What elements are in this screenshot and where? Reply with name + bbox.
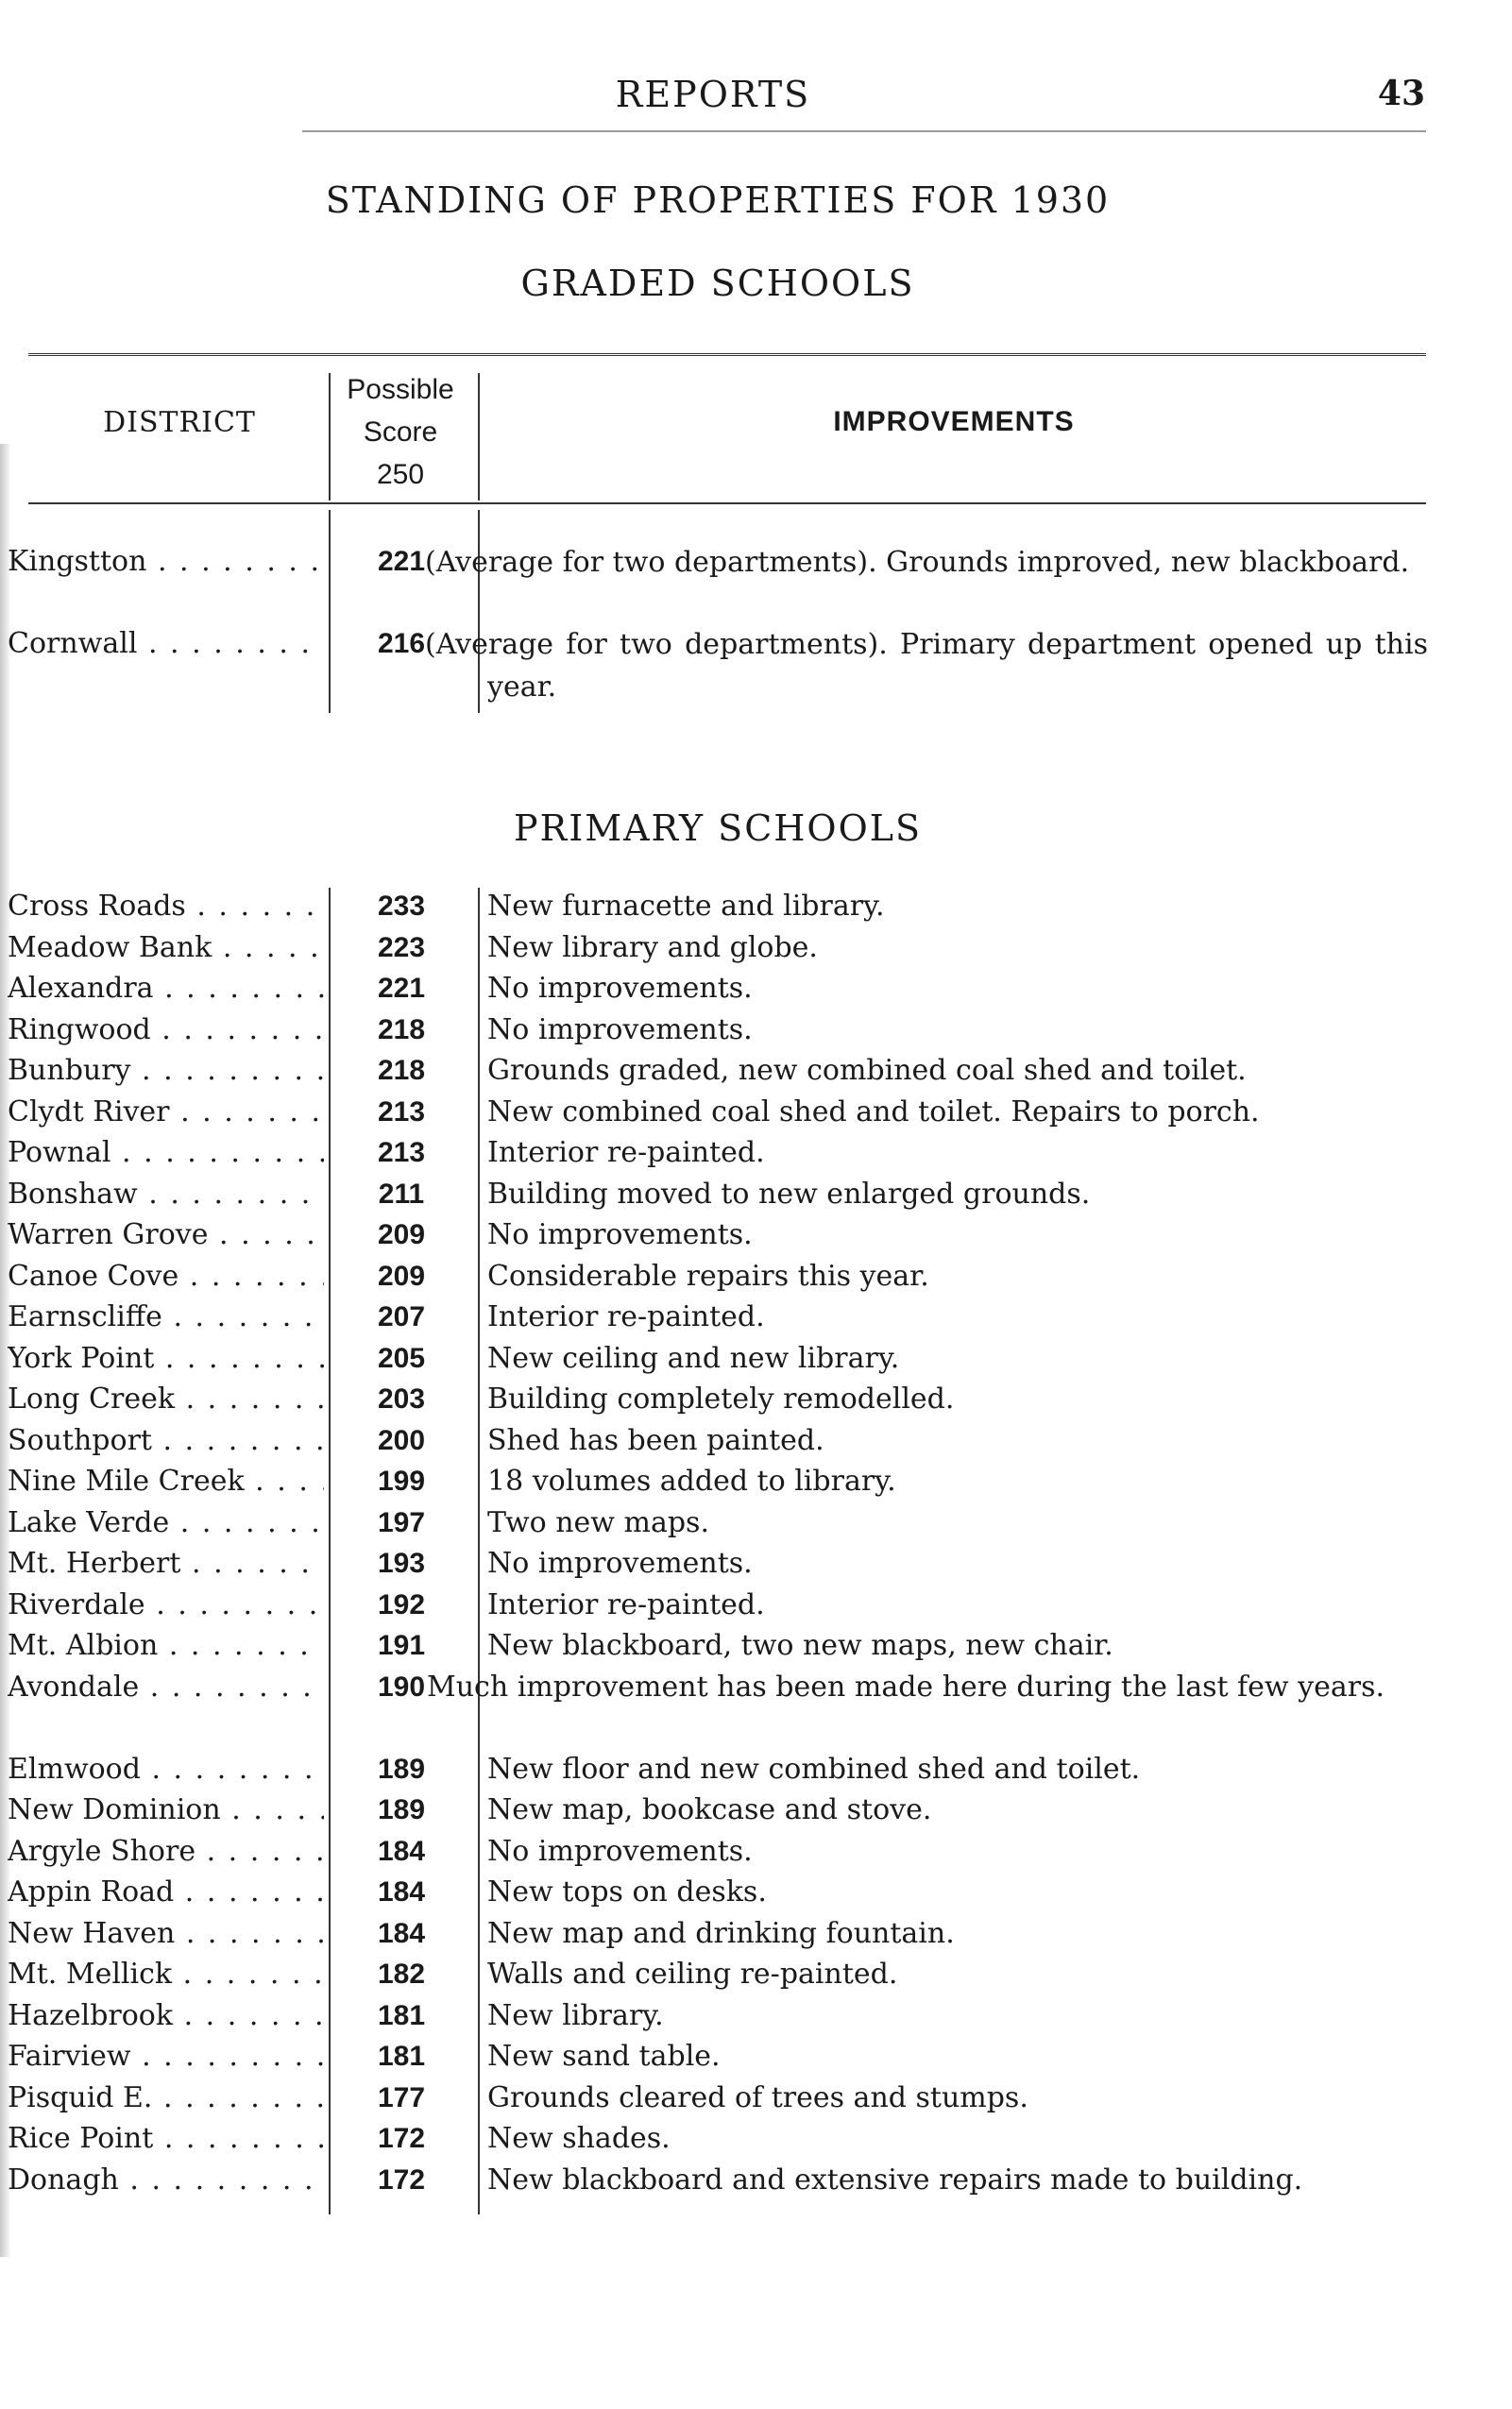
header-rule [302, 130, 1426, 132]
score-value: 192 [377, 1588, 426, 1620]
graded-schools-heading: GRADED SCHOOLS [520, 263, 915, 304]
district-name: Hazelbrook . . . [8, 1995, 324, 2036]
table-row [0, 927, 1512, 968]
score-value: 190 [377, 1671, 426, 1703]
table-row [0, 2118, 1512, 2159]
score-value: 221 [377, 973, 426, 1004]
district-name: Mt. Albion . . . [8, 1625, 324, 1666]
table-top-rule [28, 353, 1426, 360]
score-value: 172 [377, 2163, 426, 2196]
table-row [0, 1872, 1512, 1912]
district-name: Pownal . . . [8, 1132, 324, 1173]
score-value: 213 [377, 1137, 426, 1168]
improvement-text: New furnacette and library. [487, 890, 885, 923]
score-value: 211 [378, 1178, 425, 1210]
table-row [0, 1749, 1512, 1790]
district-name: Southport . . . [8, 1420, 324, 1461]
improvement-text: Shed has been painted. [487, 1423, 824, 1457]
score-value: 184 [377, 1835, 426, 1867]
improvement-text: Interior re-painted. [487, 1136, 765, 1169]
district-name: Avondale . . . [8, 1667, 324, 1707]
table-row [0, 1543, 1512, 1584]
district-column-header: DISTRICT [103, 406, 256, 439]
table-row [0, 1420, 1512, 1461]
score-value: 218 [377, 1055, 426, 1086]
table-row [0, 1256, 1512, 1297]
improvement-text: Interior re-painted. [487, 1587, 765, 1621]
table-row [0, 2160, 1512, 2200]
score-header-line: Score [363, 416, 438, 448]
table-row [0, 1954, 1512, 1994]
table-row [0, 968, 1512, 1009]
header-bottom-rule [28, 502, 1426, 504]
score-value: 197 [377, 1506, 426, 1538]
primary-schools-heading: PRIMARY SCHOOLS [514, 807, 922, 849]
improvement-text: New map, bookcase and stove. [487, 1793, 932, 1826]
improvement-text: Grounds graded, new combined coal shed and toilet. [487, 1054, 1247, 1087]
improvement-text: Grounds cleared of trees and stumps. [487, 2080, 1028, 2114]
table-row [0, 1625, 1512, 1666]
district-name: Fairview . . . [8, 2036, 324, 2077]
table-row [0, 1913, 1512, 1954]
table-row [0, 1379, 1512, 1419]
score-value: 181 [377, 2041, 426, 2072]
score-value: 221 [377, 546, 426, 577]
district-name: York Point . . . [8, 1338, 324, 1379]
improvement-text: New floor and new combined shed and toilet. [487, 1752, 1141, 1786]
district-name: Bunbury . . . [8, 1050, 324, 1091]
score-value: 218 [377, 1013, 426, 1045]
score-value: 223 [377, 931, 426, 963]
score-value: 209 [377, 1219, 426, 1250]
table-row [0, 1050, 1512, 1091]
improvement-text: New shades. [487, 2122, 671, 2155]
score-value: 200 [377, 1424, 426, 1456]
table-row [0, 1461, 1512, 1501]
district-name: Appin Road . . . [8, 1872, 324, 1912]
improvement-text: Walls and ceiling re-painted. [487, 1958, 898, 1991]
district-name: Cross Roads . . . [8, 886, 324, 926]
improvement-text: (Average for two departments). Grounds improved, new blackboard. [425, 546, 1410, 579]
table-row [0, 1995, 1512, 2036]
improvement-text: No improvements. [487, 1012, 753, 1046]
district-name: Donagh . . . [8, 2160, 324, 2200]
improvement-text: Building completely remodelled. [487, 1383, 955, 1416]
table-row [0, 886, 1512, 926]
district-name: Argyle Shore . . . [8, 1831, 324, 1872]
district-name: New Haven . . . [8, 1913, 324, 1954]
table-row [0, 1174, 1512, 1214]
running-title: REPORTS [615, 74, 811, 115]
district-name: Clydt River . . . [8, 1092, 324, 1132]
score-value: 199 [377, 1466, 426, 1497]
score-value: 233 [377, 891, 426, 922]
page-number: 43 [1377, 74, 1425, 113]
score-value: 189 [377, 1753, 426, 1785]
district-name: Riverdale . . . [8, 1585, 324, 1625]
improvement-text: No improvements. [487, 1834, 753, 1868]
score-value: 182 [377, 1959, 426, 1990]
improvement-text: New map and drinking fountain. [487, 1916, 955, 1950]
improvement-text: No improvements. [487, 1547, 753, 1580]
score-value: 207 [377, 1301, 426, 1332]
improvement-text: New tops on desks. [487, 1875, 767, 1909]
improvement-text: New ceiling and new library. [487, 1341, 900, 1375]
table-row [0, 623, 1512, 708]
district-name: Ringwood . . . [8, 1009, 324, 1050]
improvements-column-header: IMPROVEMENTS [833, 406, 1075, 437]
table-row [0, 1092, 1512, 1132]
district-name: Pisquid E. . . . [8, 2078, 324, 2118]
district-name: Kingstton . . . [8, 541, 324, 582]
improvement-text: (Average for two departments). Primary department opened up this year. [425, 628, 1428, 704]
running-head [0, 74, 1512, 121]
improvement-text: New library. [487, 1998, 664, 2032]
score-value: 172 [377, 2123, 426, 2154]
improvement-text: Building moved to new enlarged grounds. [487, 1177, 1091, 1211]
table-row [0, 1297, 1512, 1337]
score-value: 184 [377, 1917, 426, 1949]
improvement-text: No improvements. [487, 972, 753, 1005]
improvement-text: New library and globe. [487, 930, 818, 964]
score-value: 209 [377, 1260, 426, 1292]
district-name: Rice Point . . . [8, 2118, 324, 2159]
improvement-text: 18 volumes added to library. [487, 1465, 896, 1498]
district-name: Bonshaw . . . [8, 1174, 324, 1214]
score-value: 193 [377, 1548, 426, 1579]
district-name: Cornwall . . . [8, 623, 324, 664]
score-value: 181 [377, 1999, 426, 2031]
score-value: 184 [377, 1876, 426, 1908]
improvement-text: New blackboard, two new maps, new chair. [487, 1629, 1113, 1662]
score-value: 189 [377, 1794, 426, 1825]
table-row [0, 1338, 1512, 1379]
page-title: STANDING OF PROPERTIES FOR 1930 [325, 179, 1111, 221]
district-name: Alexandra . . . [8, 968, 324, 1009]
district-name: Mt. Mellick . . . [8, 1954, 324, 1994]
table-row [0, 1831, 1512, 1872]
district-name: Warren Grove . . . [8, 1214, 324, 1255]
table-row [0, 2036, 1512, 2077]
table-row [0, 2078, 1512, 2118]
score-value: 203 [377, 1383, 426, 1415]
improvement-text: No improvements. [487, 1218, 753, 1251]
table-row [0, 1502, 1512, 1543]
district-name: Earnscliffe . . . [8, 1297, 324, 1337]
table-row [0, 541, 1512, 626]
table-row [0, 1214, 1512, 1255]
score-header-line: Possible [347, 374, 454, 405]
table-row [0, 1667, 1512, 1748]
score-value: 205 [377, 1342, 426, 1374]
improvement-text: New blackboard and extensive repairs made to building. [487, 2163, 1303, 2197]
score-value: 177 [377, 2081, 426, 2113]
district-name: Elmwood . . . [8, 1749, 324, 1790]
improvement-text: New sand table. [487, 2040, 721, 2073]
district-name: Meadow Bank . . . [8, 927, 324, 968]
score-value: 216 [377, 628, 426, 659]
column-divider [478, 373, 480, 500]
table-row [0, 1009, 1512, 1050]
score-header-line: 250 [376, 459, 425, 490]
improvement-text: Interior re-painted. [487, 1300, 765, 1333]
improvement-text: Considerable repairs this year. [487, 1259, 929, 1293]
table-row [0, 1790, 1512, 1830]
improvement-text: Two new maps. [487, 1505, 709, 1539]
score-value: 213 [377, 1095, 426, 1128]
district-name: Mt. Herbert . . . [8, 1543, 324, 1584]
table-row [0, 1132, 1512, 1173]
district-name: Lake Verde . . . [8, 1502, 324, 1543]
score-column-header [331, 368, 470, 496]
district-name: New Dominion . . . [8, 1790, 324, 1830]
district-name: Long Creek . . . [8, 1379, 324, 1419]
district-name: Nine Mile Creek . . . [8, 1461, 324, 1501]
improvement-text: Much improvement has been made here during the last few years. [427, 1670, 1385, 1704]
score-value: 191 [377, 1630, 426, 1661]
improvement-text: New combined coal shed and toilet. Repairs to porch. [487, 1094, 1260, 1128]
district-name: Canoe Cove . . . [8, 1256, 324, 1297]
table-row [0, 1585, 1512, 1625]
